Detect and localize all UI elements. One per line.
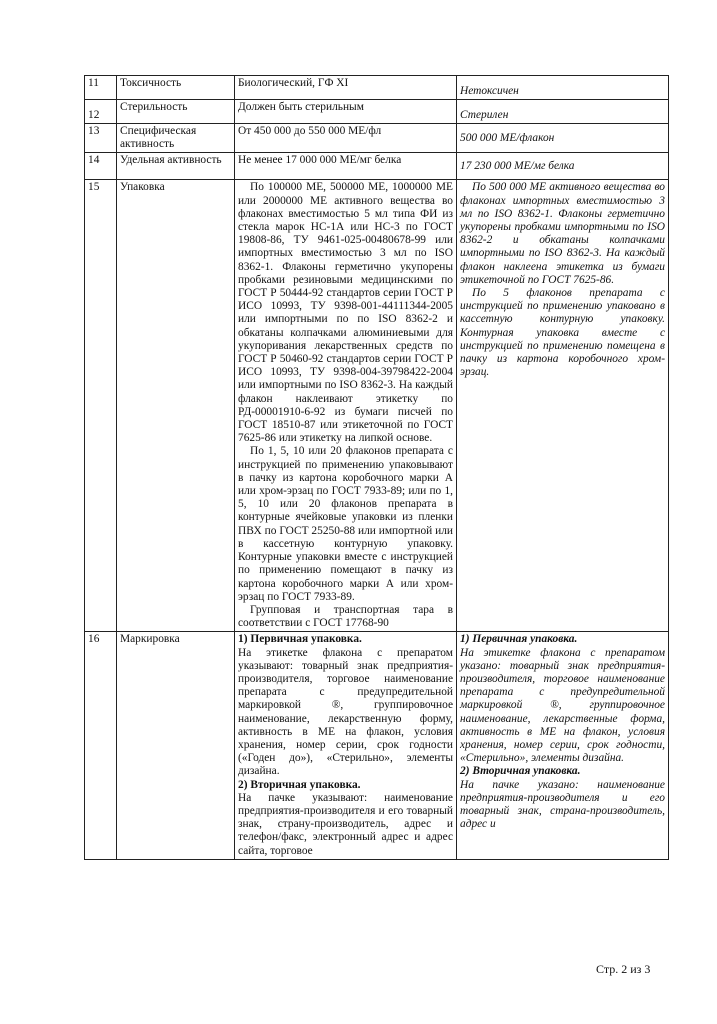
secondary-packaging-text: На пачке указывают: наименование предприятия-производителя и его товарный знак, страну-производитель, адрес и телефон/факс, электронный адрес и адрес сайта, торговое [238,791,453,857]
table-row [85,180,669,632]
indicator-name: Специфическая активность [117,124,235,153]
primary-packaging-text: На этикетке флакона с препаратом указано: товарный знак предприятия-производителя, торговое наименование препарата с предупредительной маркировкой ®, группировочное наименование, лекарственные форма, активность в МЕ на флакон, условия хранения, номер серии, срок годности, «Стерильно», элементы дизайна. [460,646,665,765]
table-row [85,76,669,100]
requirement-cell: Биологический, ГФ XI [235,76,457,100]
row-number: 16 [85,632,117,859]
specification-table [84,75,669,860]
indicator-name: Упаковка [117,180,235,632]
row-number: 13 [85,124,117,153]
result-cell [457,632,669,859]
table-row [85,124,669,153]
result-cell [457,180,669,632]
table-row [85,632,669,859]
requirement-paragraph: По 1, 5, 10 или 20 флаконов препарата с инструкцией по применению упаковывают в пачку из картона коробочного марки А или хром-эрзац по ГОСТ 7933-89; или по 1, 5, 10 или 20 флаконов препарата в контурные ячейковые упаковки из пленки ПВХ по ГОСТ 25250-88 или импортной или в кассетную контурную упаковку. Контурные упаковки вместе с инструкцией по применению помещают в пачку из картона коробочного марки А или хром-эрзац по ГОСТ 7933-89. [238,445,453,603]
row-number: 14 [85,153,117,180]
indicator-name: Токсичность [117,76,235,100]
table-row [85,100,669,124]
secondary-packaging-text: На пачке указано: наименование предприятия-производителя и его товарный знак, страна-производитель, адрес и [460,778,665,831]
result-cell: Стерилен [457,100,669,124]
primary-packaging-heading: 1) Первичная упаковка. [460,633,578,646]
row-number: 15 [85,180,117,632]
requirement-cell [235,632,457,859]
requirement-cell: Должен быть стерильным [235,100,457,124]
table-row [85,153,669,180]
row-number: 12 [85,100,117,124]
indicator-name: Маркировка [117,632,235,859]
result-cell: 17 230 000 МЕ/мг белка [457,153,669,180]
indicator-name: Стерильность [117,100,235,124]
row-number: 11 [85,76,117,100]
primary-packaging-heading: 1) Первичная упаковка. [238,633,362,646]
requirement-paragraph: По 100000 МЕ, 500000 МЕ, 1000000 МЕ или 2000000 МЕ активного вещества во флаконах вместимостью 5 мл типа ФИ из стекла марок НС-1А или НС-3 по ГОСТ 19808-86, ТУ 9461-025-00480678-99 или импортных вместимостью 3 мл по ISO 8362-1. Флаконы герметично укупорены пробками резиновыми медицинскими по ГОСТ Р 50444-92 стандартов серии ГОСТ Р ИСО 10993, ТУ 9398-001-44111344-2005 или импортными по по ISO 8362-2 и обкатаны колпачками алюминиевыми для укупоривания лекарственных средств по ГОСТ Р 50460-92 стандартов серии ГОСТ Р ИСО 10993, ТУ 9398-004-39798422-2004 или импортными по ISO 8362-3. На каждый флакон наклеивают этикетку по РД-00001910-6-92 из бумаги писчей по ГОСТ 18510-87 или этикеточной по ГОСТ 7625-86 или этикетку на липкой основе. [238,181,453,445]
result-paragraph: По 500 000 МЕ активного вещества во флаконах импортных вместимостью 3 мл по ISO 8362-1. Флаконы герметично укупорены пробками импортными по ISO 8362-2 и обкатаны колпачками импортными по ISO 8362-3. На каждый флакон наклеена этикетка из бумаги этикеточной по ГОСТ 7625-86. [460,181,665,286]
indicator-name: Удельная активность [117,153,235,180]
page-number: Стр. 2 из 3 [596,962,651,976]
secondary-packaging-heading: 2) Вторичная упаковка. [238,778,361,791]
primary-packaging-text: На этикетке флакона с препаратом указывают: товарный знак предприятия-производителя, торговое наименование препарата с предупредительной маркировкой ®, группировочное наименование, лекарственную форму, активность в МЕ на флакон, условия хранения, номер серии, срок годности («Годен до»), «Стерильно», элементы дизайна. [238,646,453,778]
requirement-cell: Не менее 17 000 000 МЕ/мг белка [235,153,457,180]
requirement-paragraph: Групповая и транспортная тара в соответствии с ГОСТ 17768-90 [238,603,453,630]
requirement-cell [235,180,457,632]
result-paragraph: По 5 флаконов препарата с инструкцией по применению упаковано в кассетную контурную упаковку. Контурная упаковка вместе с инструкцией по применению помещена в пачку из картона коробочного хром-эрзац. [460,287,665,379]
secondary-packaging-heading: 2) Вторичная упаковка. [460,765,581,778]
requirement-cell: От 450 000 до 550 000 МЕ/фл [235,124,457,153]
result-cell: 500 000 МЕ/флакон [457,124,669,153]
result-cell: Нетоксичен [457,76,669,100]
